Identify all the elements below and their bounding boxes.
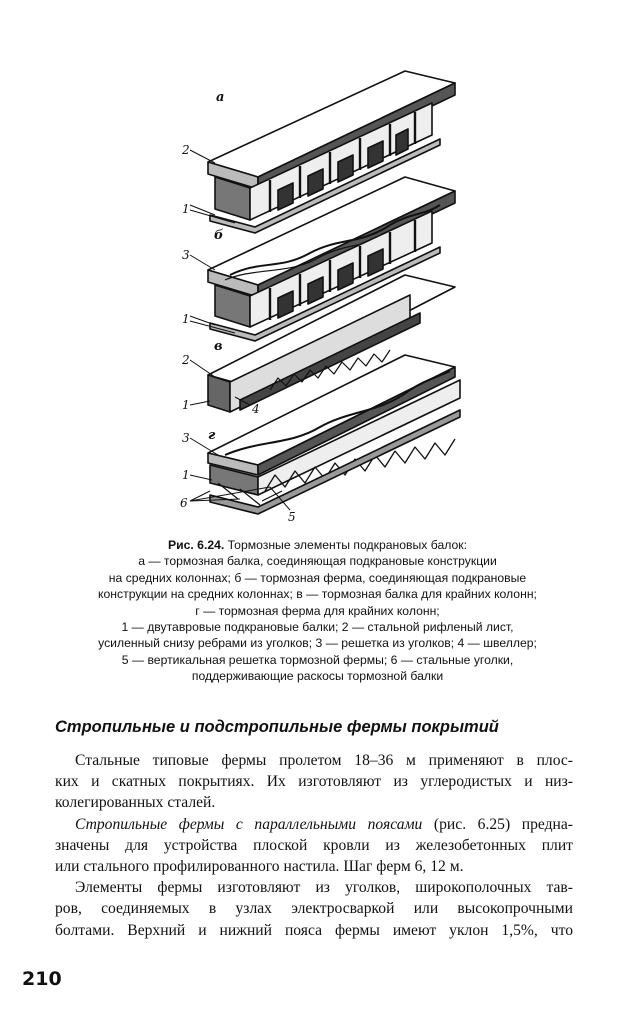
caption-line-7: 5 — вертикальная решетка тормозной фермы; 6 — стальные уголки, — [121, 652, 514, 667]
callout-1-b: 1 — [182, 312, 190, 326]
section-title: Стропильные и подстропильные фермы покрытий — [55, 718, 499, 736]
variant-a-label: а — [216, 90, 225, 105]
callout-2-a: 2 — [182, 143, 190, 157]
caption-line-8: поддерживающие раскосы тормозной балки — [191, 669, 444, 684]
body-line-6: Элементы фермы изготовляют из уголков, широкополочных тав- — [75, 879, 573, 897]
callout-4-v: 4 — [252, 402, 260, 416]
body-text — [55, 750, 573, 941]
body-line-0: Стальные типовые фермы пролетом 18–36 м применяют в плос- — [75, 752, 573, 769]
callout-2-v: 2 — [182, 353, 190, 367]
body-line-5: или стального профилированного настила. Шаг ферм 6, 12 м. — [55, 858, 464, 876]
variant-g-label: г — [208, 428, 216, 443]
body-line-7: ров, соединяемых в узлах электросваркой или высокопрочными — [55, 900, 573, 918]
body-line-2: колегированных сталей. — [55, 794, 216, 812]
caption-line-0: Тормозные элементы подкрановых балок: — [227, 538, 467, 552]
caption-line-3: конструкции на средних колоннах; в — тормозная балка для крайних колонн; — [98, 587, 537, 602]
caption-line-1: а — тормозная балка, соединяющая подкрановые конструкции — [138, 554, 497, 569]
callout-5-g: 5 — [288, 510, 296, 524]
caption-line-2: на средних колоннах; б — тормозная ферма, соединяющая подкрановые — [108, 570, 527, 585]
caption-line-4: г — тормозная ферма для крайних колонн; — [195, 603, 440, 618]
body-line-8: болтами. Верхний и нижний пояса фермы имеют уклон 1,5%, что — [55, 921, 573, 939]
body-line-4: значены для устройства плоской кровли из железобетонных плит — [55, 836, 573, 854]
callout-3-b: 3 — [182, 248, 190, 262]
body-line-3-rest: (рис. 6.25) предна- — [422, 815, 573, 833]
figure-caption — [40, 537, 595, 685]
figure-number: Рис. 6.24. — [168, 538, 225, 552]
page-number: 210 — [22, 968, 62, 990]
variant-b-label: б — [214, 228, 224, 243]
callout-1-g: 1 — [182, 468, 190, 482]
body-line-3 — [55, 814, 573, 835]
variant-v-label: в — [214, 339, 223, 354]
callout-1-v: 1 — [182, 398, 190, 412]
caption-line-5: 1 — двутавровые подкрановые балки; 2 — стальной рифленый лист, — [121, 620, 514, 635]
italic-term: Стропильные фермы с параллельными поясами — [75, 815, 423, 833]
caption-line-6: усиленный снизу ребрами из уголков; 3 — решетка из уголков; 4 — швеллер; — [98, 636, 537, 651]
body-line-1: ких и скатных покрытиях. Их изготовляют из углеродистых и низ- — [55, 773, 573, 791]
callout-6-g: 6 — [180, 496, 188, 510]
brake-elements-figure — [170, 55, 490, 525]
callout-1-a: 1 — [182, 202, 190, 216]
callout-3-g: 3 — [182, 431, 190, 445]
